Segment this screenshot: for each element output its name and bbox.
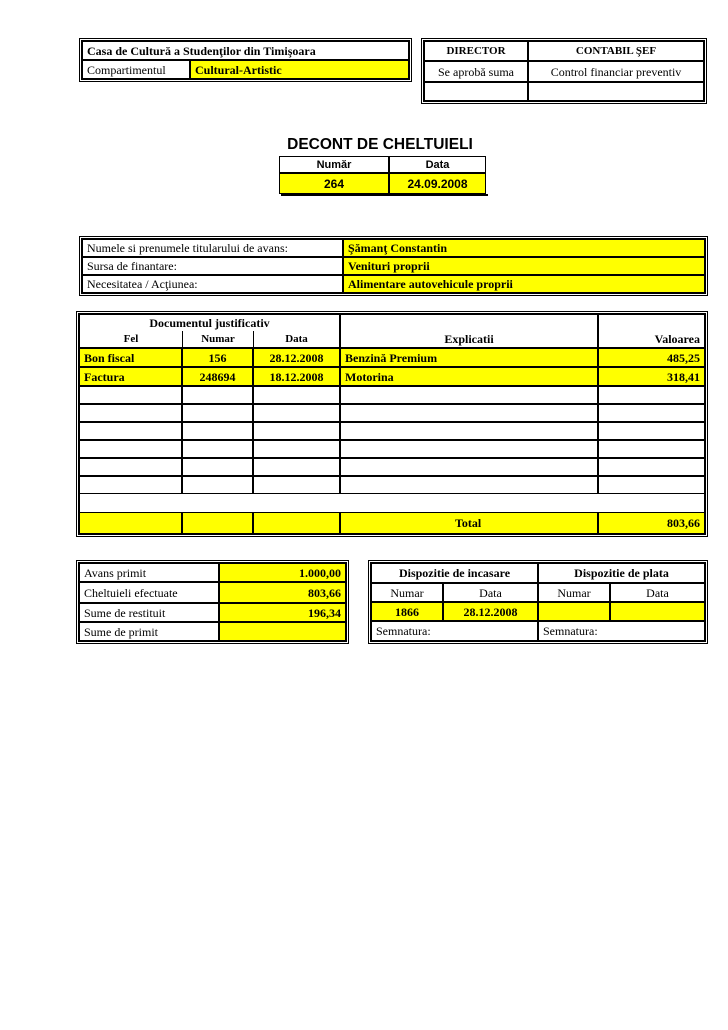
row-numar: 248694 xyxy=(182,367,253,386)
row-data: 18.12.2008 xyxy=(253,367,340,386)
numar-label: Număr xyxy=(279,156,389,173)
row-data[interactable] xyxy=(253,422,340,440)
director-label: DIRECTOR xyxy=(424,41,528,61)
spacer-row xyxy=(79,494,705,512)
col-data-header: Data xyxy=(253,331,340,348)
necesitate-label: Necesitatea / Acţiunea: xyxy=(82,275,343,293)
row-valoarea[interactable] xyxy=(598,404,705,422)
table-row xyxy=(79,476,705,494)
table-row xyxy=(79,386,705,404)
dept-value: Cultural-Artistic xyxy=(190,60,409,79)
table-row xyxy=(79,367,705,386)
org-name: Casa de Cultură a Studenţilor din Timişoara xyxy=(82,41,409,60)
row-fel: Factura xyxy=(79,367,182,386)
row-fel[interactable] xyxy=(79,386,182,404)
row-numar[interactable] xyxy=(182,440,253,458)
table-row xyxy=(79,422,705,440)
table-row xyxy=(79,440,705,458)
page-title: DECONT DE CHELTUIELI xyxy=(287,136,473,153)
total-label: Total xyxy=(340,512,598,534)
row-explicatii[interactable] xyxy=(340,386,598,404)
control-value[interactable] xyxy=(528,82,704,101)
aproba-value[interactable] xyxy=(424,82,528,101)
plata-numar-label: Numar xyxy=(538,583,610,602)
plata-numar-value[interactable] xyxy=(538,602,610,621)
numar-value: 264 xyxy=(279,173,389,194)
row-explicatii: Benzină Premium xyxy=(340,348,598,367)
titular-name-label: Numele si prenumele titularului de avans: xyxy=(82,239,343,257)
aproba-label: Se aprobă suma xyxy=(424,61,528,82)
total-data xyxy=(253,512,340,534)
titular-name-value: Şămanţ Constantin xyxy=(343,239,705,257)
incasare-numar-label: Numar xyxy=(371,583,443,602)
row-data: 28.12.2008 xyxy=(253,348,340,367)
row-valoarea[interactable] xyxy=(598,458,705,476)
necesitate-value: Alimentare autovehicule proprii xyxy=(343,275,705,293)
cheltuieli-value: 803,66 xyxy=(219,582,346,603)
plata-title: Dispozitie de plata xyxy=(538,563,705,583)
row-data[interactable] xyxy=(253,440,340,458)
row-numar: 156 xyxy=(182,348,253,367)
sursa-label: Sursa de finantare: xyxy=(82,257,343,275)
total-numar xyxy=(182,512,253,534)
row-valoarea[interactable] xyxy=(598,476,705,494)
incasare-data-label: Data xyxy=(443,583,538,602)
incasare-numar-value: 1866 xyxy=(371,602,443,621)
row-numar[interactable] xyxy=(182,476,253,494)
row-valoarea[interactable] xyxy=(598,422,705,440)
row-data[interactable] xyxy=(253,386,340,404)
col-numar-header: Numar xyxy=(182,331,253,348)
documentul-header: Documentul justificativ xyxy=(79,314,340,331)
col-valoarea-header: Valoarea xyxy=(598,314,705,348)
row-fel[interactable] xyxy=(79,440,182,458)
data-label: Data xyxy=(389,156,486,173)
primit-label: Sume de primit xyxy=(79,622,219,641)
table-row xyxy=(79,404,705,422)
row-valoarea: 318,41 xyxy=(598,367,705,386)
table-row xyxy=(79,458,705,476)
plata-data-label: Data xyxy=(610,583,705,602)
row-valoarea[interactable] xyxy=(598,440,705,458)
row-explicatii[interactable] xyxy=(340,476,598,494)
row-explicatii[interactable] xyxy=(340,422,598,440)
row-fel: Bon fiscal xyxy=(79,348,182,367)
incasare-title: Dispozitie de incasare xyxy=(371,563,538,583)
incasare-semnatura: Semnatura: xyxy=(371,621,538,641)
row-explicatii[interactable] xyxy=(340,404,598,422)
plata-data-value[interactable] xyxy=(610,602,705,621)
row-explicatii[interactable] xyxy=(340,458,598,476)
cheltuieli-label: Cheltuieli efectuate xyxy=(79,582,219,603)
plata-semnatura: Semnatura: xyxy=(538,621,705,641)
sursa-value: Venituri proprii xyxy=(343,257,705,275)
title-shadow-line xyxy=(281,194,488,196)
restituit-value: 196,34 xyxy=(219,603,346,622)
total-value: 803,66 xyxy=(598,512,705,534)
col-fel-header: Fel xyxy=(79,331,182,348)
incasare-data-value: 28.12.2008 xyxy=(443,602,538,621)
row-fel[interactable] xyxy=(79,458,182,476)
row-numar[interactable] xyxy=(182,422,253,440)
table-row xyxy=(79,348,705,367)
primit-value[interactable] xyxy=(219,622,346,641)
row-explicatii[interactable] xyxy=(340,440,598,458)
row-numar[interactable] xyxy=(182,386,253,404)
restituit-label: Sume de restituit xyxy=(79,603,219,622)
dept-label: Compartimentul xyxy=(82,60,190,79)
row-numar[interactable] xyxy=(182,458,253,476)
data-value: 24.09.2008 xyxy=(389,173,486,194)
avans-value: 1.000,00 xyxy=(219,563,346,582)
row-data[interactable] xyxy=(253,404,340,422)
col-explicatii-header: Explicatii xyxy=(340,314,598,348)
total-fel xyxy=(79,512,182,534)
row-numar[interactable] xyxy=(182,404,253,422)
row-fel[interactable] xyxy=(79,422,182,440)
avans-label: Avans primit xyxy=(79,563,219,582)
row-valoarea[interactable] xyxy=(598,386,705,404)
row-fel[interactable] xyxy=(79,476,182,494)
contabil-label: CONTABIL ŞEF xyxy=(528,41,704,61)
row-data[interactable] xyxy=(253,476,340,494)
row-fel[interactable] xyxy=(79,404,182,422)
row-data[interactable] xyxy=(253,458,340,476)
row-valoarea: 485,25 xyxy=(598,348,705,367)
control-label: Control financiar preventiv xyxy=(528,61,704,82)
row-explicatii: Motorina xyxy=(340,367,598,386)
